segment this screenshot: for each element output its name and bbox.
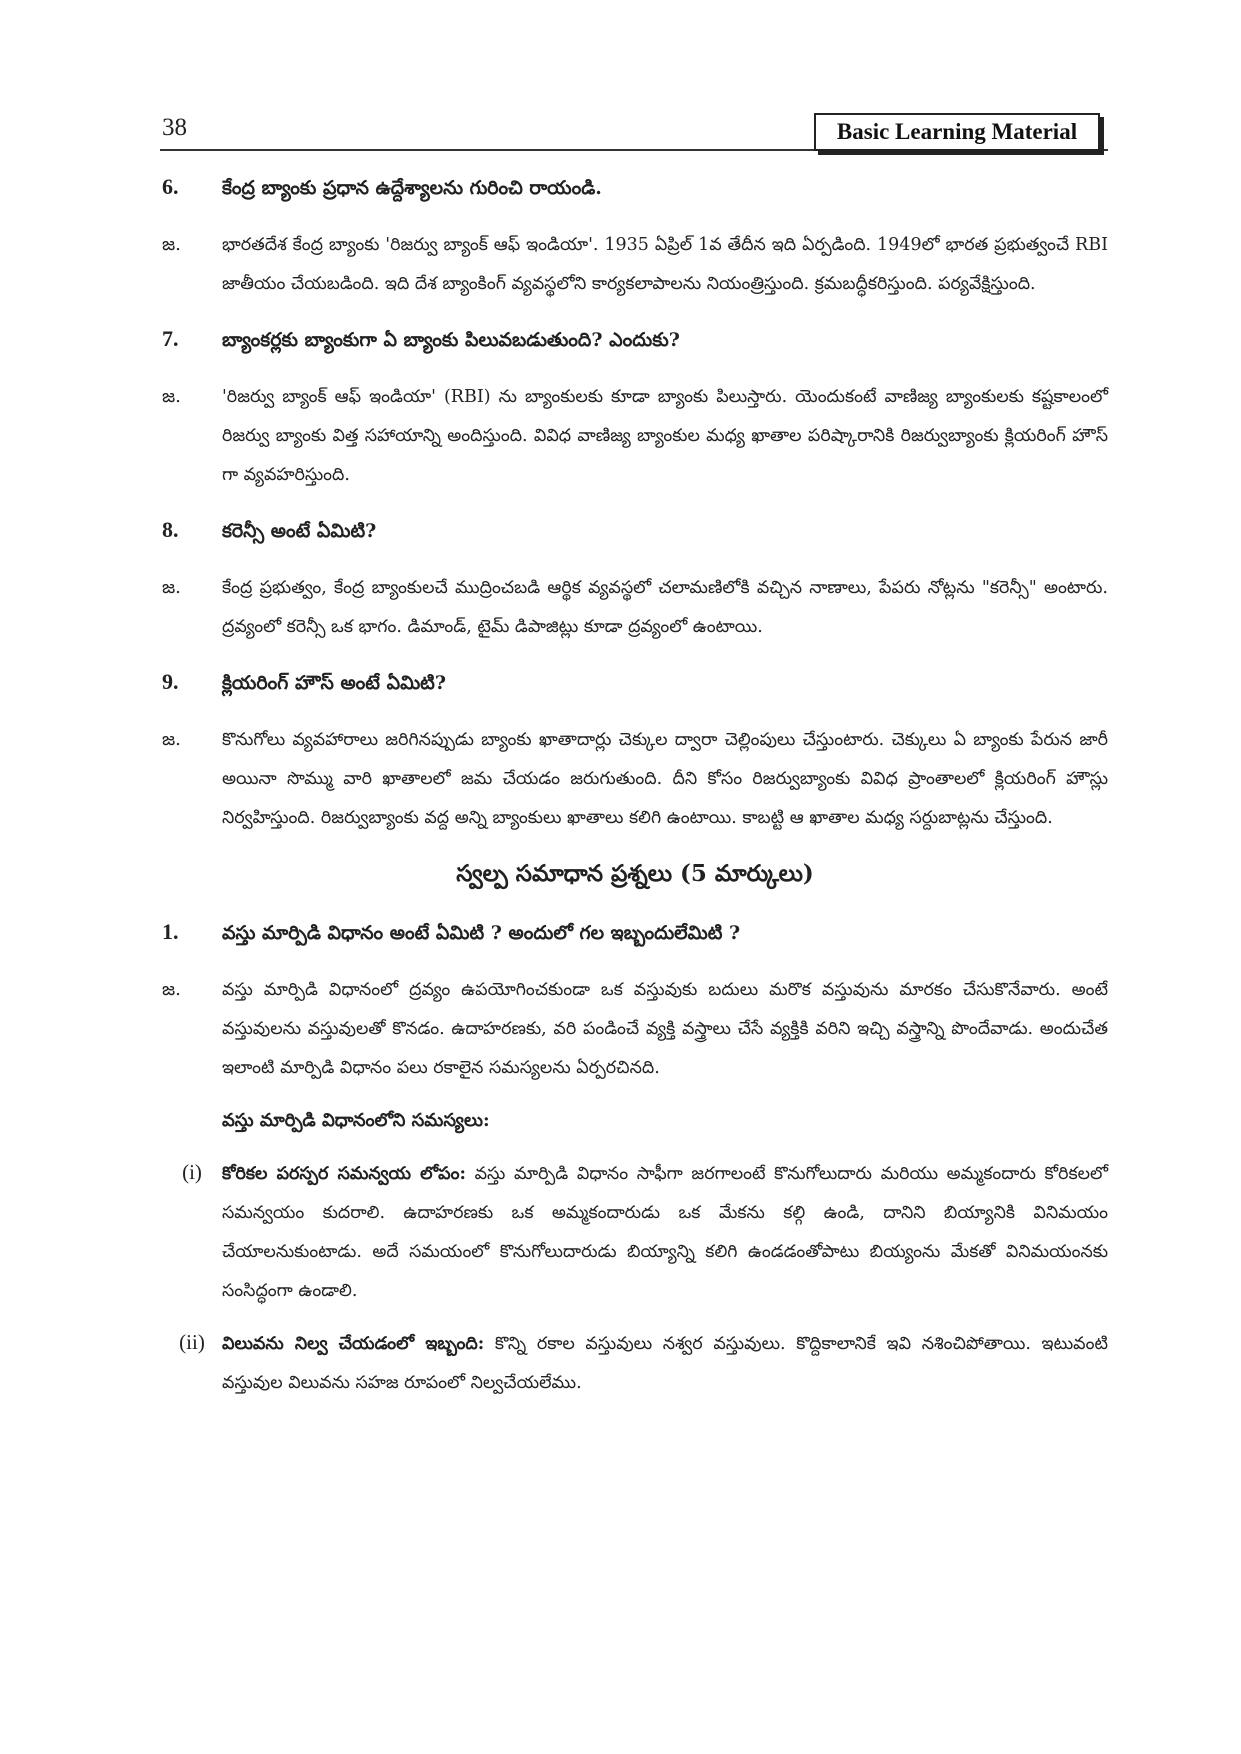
answer-8 xyxy=(162,569,1108,647)
item-text xyxy=(222,1325,1108,1403)
header-title-box: Basic Learning Material xyxy=(814,113,1100,151)
question-9 xyxy=(162,669,1108,699)
answer-6 xyxy=(162,226,1108,304)
question-8 xyxy=(162,517,1108,547)
question-text: కేంద్ర బ్యాంకు ప్రధాన ఉద్దేశ్యాలను గురించి రాయండి. xyxy=(222,177,602,199)
question-text: బ్యాంకర్లకు బ్యాంకుగా ఏ బ్యాంకు పిలువబడుతుంది? ఎందుకు? xyxy=(222,329,680,351)
page-content xyxy=(162,174,1108,1417)
item-body: కొన్ని రకాల వస్తువులు నశ్వర వస్తువులు. కొద్దికాలానికే ఇవి నశించిపోతాయి. ఇటువంటి వస్తువుల విలువను సహజ రూపంలో నిల్వచేయలేము. xyxy=(222,1334,1109,1393)
question-number: 6. xyxy=(162,174,179,199)
question-6 xyxy=(162,174,1108,204)
short-answer-1 xyxy=(162,971,1108,1088)
answer-marker: జ. xyxy=(162,729,181,750)
answer-marker: జ. xyxy=(162,979,181,1000)
item-lead: కోరికల పరస్పర సమన్వయ లోపం: xyxy=(222,1164,466,1184)
item-numeral: (ii) xyxy=(179,1330,205,1354)
item-body: వస్తు మార్పిడి విధానం సాఫీగా జరగాలంటే కొనుగోలుదారు మరియు అమ్మకందారు కోరికలలో సమన్వయం కుదరాలి. ఉదాహరణకు ఒక అమ్మకందారుడు ఒక మేకను కల్గి ఉండి, దానిని బియ్యానికి వినిమయం చేయాలనుకుంటాడు. అదే సమయంలో కొనుగోలుదారుడు బియ్యాన్ని కలిగి ఉండడంతోపాటు బియ్యంను మేకతో వినిమయంనకు సంసిద్ధంగా ఉండాలి. xyxy=(222,1164,1108,1301)
problems-heading: వస్తు మార్పిడి విధానంలోని సమస్యలు: xyxy=(222,1110,490,1131)
answer-9 xyxy=(162,721,1108,838)
problem-item-2 xyxy=(162,1325,1108,1403)
question-number: 1. xyxy=(162,919,179,944)
answer-text: కేంద్ర ప్రభుత్వం, కేంద్ర బ్యాంకులచే ముద్రించబడి ఆర్థిక వ్యవస్థలో చలామణిలోకి వచ్చిన నాణాలు, పేపరు నోట్లను "కరెన్సీ" అంటారు. ద్రవ్యంలో కరెన్సీ ఒక భాగం. డిమాండ్, టైమ్ డిపాజిట్లు కూడా ద్రవ్యంలో ఉంటాయి. xyxy=(222,578,1108,637)
question-7 xyxy=(162,326,1108,356)
answer-marker: జ. xyxy=(162,577,181,598)
question-text: వస్తు మార్పిడి విధానం అంటే ఏమిటి ? అందులో గల ఇబ్బందులేమిటి ? xyxy=(222,922,741,944)
item-text xyxy=(222,1155,1108,1311)
short-question-1 xyxy=(162,919,1108,949)
question-text: క్లియరింగ్ హౌస్ అంటే ఏమిటి? xyxy=(222,672,446,694)
item-numeral: (i) xyxy=(182,1160,202,1184)
answer-text: భారతదేశ కేంద్ర బ్యాంకు 'రిజర్వు బ్యాంక్ ఆఫ్ ఇండియా'. 1935 ఏప్రిల్ 1వ తేదీన ఇది ఏర్పడింది. 1949లో భారత ప్రభుత్వంచే RBI జాతీయం చేయబడింది. ఇది దేశ బ్యాంకింగ్ వ్యవస్థలోని కార్యకలాపాలను నియంత్రిస్తుంది. క్రమబద్ధీకరిస్తుంది. పర్యవేక్షిస్తుంది. xyxy=(222,235,1108,294)
question-number: 9. xyxy=(162,669,179,694)
page-number: 38 xyxy=(162,114,187,141)
answer-text: వస్తు మార్పిడి విధానంలో ద్రవ్యం ఉపయోగించకుండా ఒక వస్తువుకు బదులు మరొక వస్తువును మారకం చేసుకొనేవారు. అంటే వస్తువులను వస్తువులతో కొనడం. ఉదాహరణకు, వరి పండించే వ్యక్తి వస్త్రాలు చేసే వ్యక్తికి వరిని ఇచ్చి వస్త్రాన్ని పొందేవాడు. అందుచేత ఇలాంటి మార్పిడి విధానం పలు రకాలైన సమస్యలను ఏర్పరచినది. xyxy=(222,980,1108,1078)
answer-text: కొనుగోలు వ్యవహారాలు జరిగినప్పుడు బ్యాంకు ఖాతాదార్లు చెక్కుల ద్వారా చెల్లింపులు చేస్తుంటారు. చెక్కులు ఏ బ్యాంకు పేరున జారీ అయినా సొమ్ము వారి ఖాతాలలో జమ చేయడం జరుగుతుంది. దీని కోసం రిజర్వుబ్యాంకు వివిధ ప్రాంతాలలో క్లియరింగ్ హౌస్లు నిర్వహిస్తుంది. రిజర్వుబ్యాంకు వద్ద అన్ని బ్యాంకులు ఖాతాలు కలిగి ఉంటాయి. కాబట్టి ఆ ఖాతాల మధ్య సర్దుబాట్లను చేస్తుంది. xyxy=(222,730,1108,828)
answer-marker: జ. xyxy=(162,234,181,255)
question-number: 8. xyxy=(162,517,179,542)
section-heading: స్వల్ప సమాధాన ప్రశ్నలు (5 మార్కులు) xyxy=(456,860,814,887)
question-number: 7. xyxy=(162,326,179,351)
answer-7 xyxy=(162,378,1108,495)
answer-text: 'రిజర్వు బ్యాంక్ ఆఫ్ ఇండియా' (RBI) ను బ్యాంకులకు కూడా బ్యాంకు పిలుస్తారు. యెందుకంటే వాణిజ్య బ్యాంకులకు కష్టకాలంలో రిజర్వు బ్యాంకు విత్త సహాయాన్ని అందిస్తుంది. వివిధ వాణిజ్య బ్యాంకుల మధ్య ఖాతాల పరిష్కారానికి రిజర్వుబ్యాంకు క్లియరింగ్ హౌస్ గా వ్యవహరిస్తుంది. xyxy=(222,387,1108,485)
problem-item-1 xyxy=(162,1155,1108,1311)
question-text: కరెన్సీ అంటే ఏమిటి? xyxy=(222,520,377,542)
item-lead: విలువను నిల్వ చేయడంలో ఇబ్బంది: xyxy=(222,1334,485,1354)
answer-marker: జ. xyxy=(162,386,181,407)
